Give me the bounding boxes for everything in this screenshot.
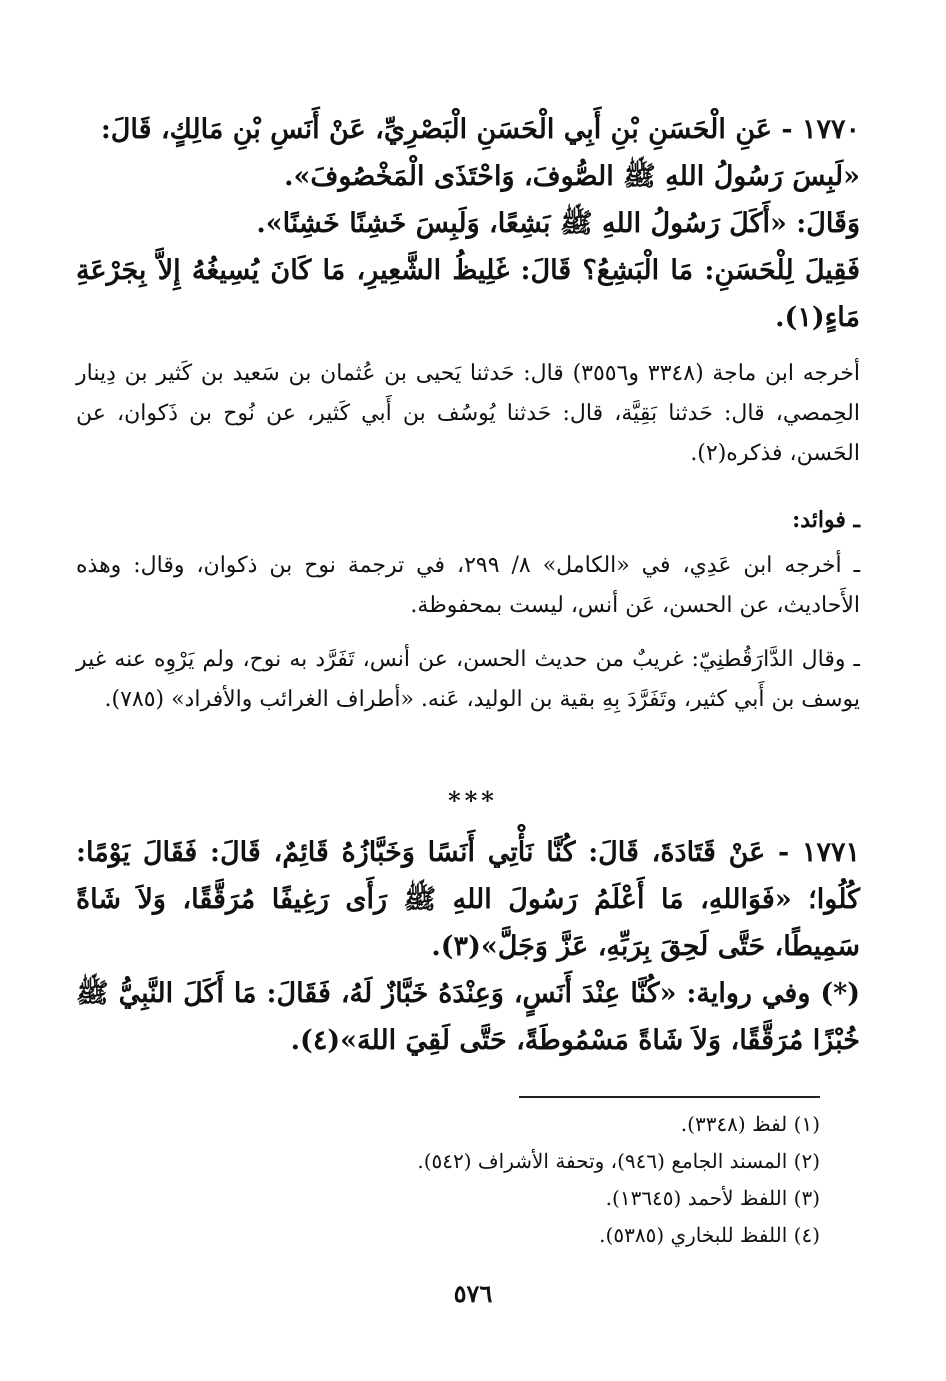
footnote-4: (٤) اللفظ للبخاري (٥٣٨٥). xyxy=(599,1223,820,1247)
hadith-1771 xyxy=(76,829,860,970)
fawaid-note-1 xyxy=(76,546,860,626)
footnote-divider xyxy=(519,1096,820,1098)
hadith-1771-riwaya-text: (*) وفي رواية: «كُنَّا عِنْدَ أَنَسٍ، وَعِنْدَهُ خَبَّازٌ لَهُ، فَقَالَ: مَا أَكَلَ النَّبِيُّ ﷺ خُبْزًا مُرَقَّقًا، وَلاَ شَاةً مَسْمُوطَةً، حَتَّى لَقِيَ اللهَ»(٤). xyxy=(76,978,860,1056)
page-number: ٥٧٦ xyxy=(453,1279,493,1308)
footnote-1: (١) لفظ (٣٣٤٨). xyxy=(680,1112,820,1136)
hadith-1771-riwaya xyxy=(76,970,860,1064)
footnote-3: (٣) اللفظ لأحمد (١٣٦٤٥). xyxy=(605,1186,820,1210)
section-separator: *** xyxy=(448,786,498,815)
footnotes xyxy=(76,1106,820,1254)
hadith-1770 xyxy=(76,106,860,341)
hadith-1770-line-2: «لَبِسَ رَسُولُ اللهِ ﷺ الصُّوفَ، وَاحْتَذَى الْمَخْصُوفَ». xyxy=(284,161,860,192)
takhrij-paragraph xyxy=(76,354,860,474)
fawaid-note-2 xyxy=(76,640,860,720)
fawaid-heading: ـ فوائد: xyxy=(792,507,860,533)
hadith-1771-text: ١٧٧١ - عَنْ قَتَادَةَ، قَالَ: كُنَّا نَأْتِي أَنَسًا وَخَبَّازُهُ قَائِمٌ، قَالَ: فَقَالَ يَوْمًا: كُلُوا؛ «فَوَاللهِ، مَا أَعْلَمُ رَسُولَ اللهِ ﷺ رَأَى رَغِيفًا مُرَقَّقًا، وَلاَ شَاةً سَمِيطًا، حَتَّى لَحِقَ بِرَبِّهِ، عَزَّ وَجَلَّ»(٣). xyxy=(76,837,860,962)
footnote-2: (٢) المسند الجامع (٩٤٦)، وتحفة الأشراف (٥٤٢). xyxy=(417,1149,820,1173)
hadith-1770-line-4: فَقِيلَ لِلْحَسَنِ: مَا الْبَشِعُ؟ قَالَ: غَلِيظُ الشَّعِيرِ، مَا كَانَ يُسِيغُهُ إِلاَّ بِجَرْعَةِ مَاءٍ(١). xyxy=(76,255,860,333)
takhrij-text: أخرجه ابن ماجة (٣٣٤٨ و٣٥٥٦) قال: حَدثنا يَحيى بن عُثمان بن سَعيد بن كَثير بن دِينار الحِمصي، قال: حَدثنا بَقِيَّة، قال: حَدثنا يُوسُف بن أَبي كَثير، عن نُوح بن ذَكوان، عن الحَسن، فذكره(٢). xyxy=(76,361,860,466)
hadith-1770-line-3: وَقَالَ: «أَكَلَ رَسُولُ اللهِ ﷺ بَشِعًا، وَلَبِسَ خَشِنًا خَشِنًا». xyxy=(256,208,860,239)
hadith-1770-line-1: ١٧٧٠ - عَنِ الْحَسَنِ بْنِ أَبِي الْحَسَنِ الْبَصْرِيِّ، عَنْ أَنَسِ بْنِ مَالِكٍ، قَالَ: xyxy=(100,114,860,145)
fawaid-note-2-text: ـ وقال الدَّارَقُطنِيّ: غريبٌ من حديث الحسن، عن أنس، تَفَرَّد به نوح، ولم يَرْوِه عنه غير يوسف بن أَبي كثير، وتَفَرَّدَ بِهِ بقية بن الوليد، عَنه. «أطراف الغرائب والأفراد» (٧٨٥). xyxy=(76,647,860,712)
fawaid-note-1-text: ـ أخرجه ابن عَدِي، في «الكامل» ٨/ ٢٩٩، في ترجمة نوح بن ذكوان، وقال: وهذه الأَحاديث، عن الحسن، عَن أنس، ليست بمحفوظة. xyxy=(76,553,861,618)
